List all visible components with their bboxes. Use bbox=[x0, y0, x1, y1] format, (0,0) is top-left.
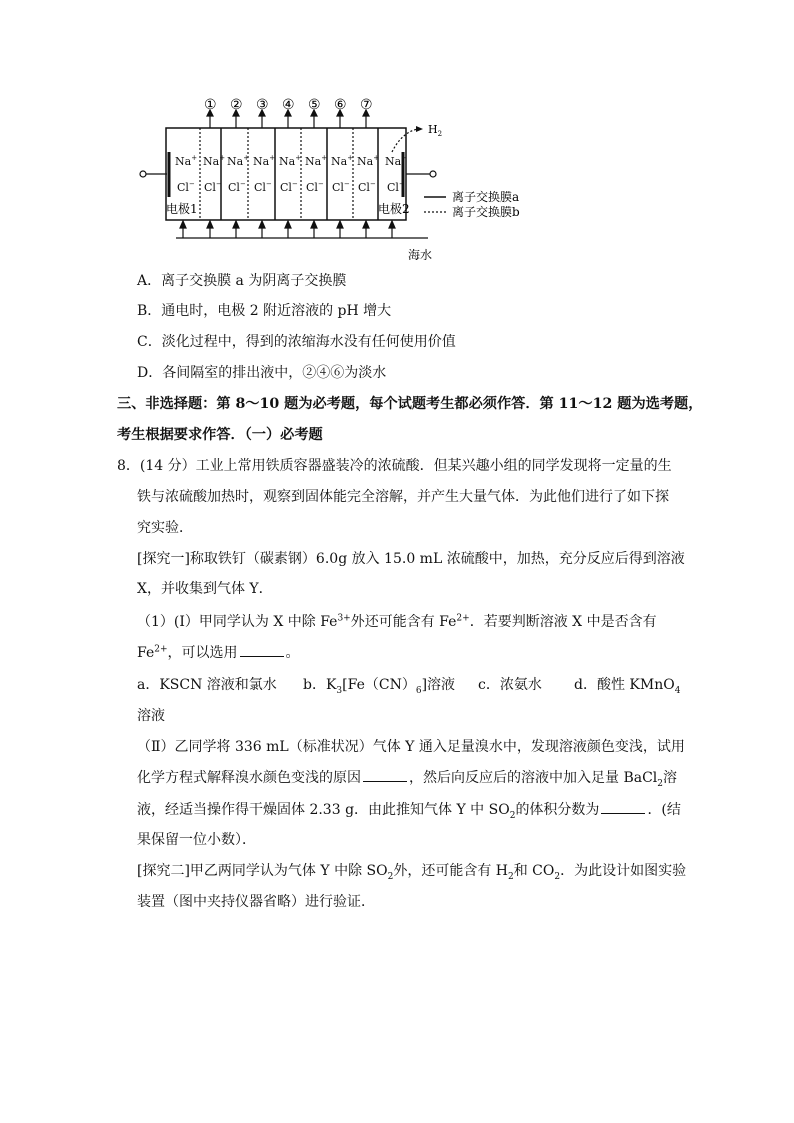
seawater-label: 海水 bbox=[408, 248, 433, 262]
legend-a: 离子交换膜a bbox=[452, 190, 520, 204]
q8-part2-line3: 液，经适当操作得干燥固体 2.33 g．由此推知气体 Y 中 $SO_2$的体积分数为 ．(结 bbox=[137, 802, 681, 821]
explore2-line1: [探究二]甲乙两同学认为气体 Y 中除 $SO_2$外，还可能含有 $H_2$和 $CO_2$．为此设计如图实验 bbox=[137, 863, 687, 882]
q8-part1-line2: $Fe^{2+}$，可以选用 。 bbox=[137, 644, 300, 661]
ion-na-9: Na+ bbox=[385, 154, 408, 168]
outlet-7: ⑦ bbox=[360, 97, 373, 113]
outlet-3: ③ bbox=[256, 97, 269, 113]
option-d: D．各间隔室的排出液中，②④⑥为淡水 bbox=[137, 365, 387, 381]
outlet-2: ② bbox=[230, 97, 243, 113]
reagent-option-b: b．$K_3[Fe(CN)_6]$溶液 bbox=[303, 677, 456, 696]
answer-blank-2[interactable] bbox=[363, 769, 407, 782]
q8-part1-line1: （1）(Ⅰ）甲同学认为 X 中除 $Fe^{3+}$外还可能含有 $Fe^{2+}$．若要判断溶液 X 中是否含有 bbox=[137, 613, 657, 630]
reagent-option-a: a．KSCN 溶液和氯水 bbox=[137, 677, 277, 693]
q8-intro-3: 究实验． bbox=[137, 520, 193, 536]
ion-cl-9: Cl− bbox=[387, 180, 405, 194]
q8-part2-line4: 果保留一位小数）． bbox=[137, 832, 256, 848]
ion-cl-8: Cl− bbox=[358, 180, 376, 194]
ion-na-7: Na+ bbox=[331, 154, 354, 168]
explore2-line2: 装置（图中夹持仪器省略）进行验证． bbox=[137, 894, 375, 910]
option-c: C．淡化过程中，得到的浓缩海水没有任何使用价值 bbox=[137, 334, 456, 350]
h2-arrow bbox=[392, 129, 418, 152]
section3-line2: 考生根据要求作答．（一）必考题 bbox=[117, 427, 323, 443]
ion-cl-7: Cl− bbox=[332, 180, 350, 194]
q8-part2-line1: （Ⅱ）乙同学将 336 mL（标准状况）气体 Y 通入足量溴水中，发现溶液颜色变浅，试用 bbox=[137, 739, 685, 755]
electrode-2-terminal bbox=[430, 171, 436, 177]
ion-na-3: Na+ bbox=[227, 154, 250, 168]
ion-cl-4: Cl− bbox=[254, 180, 272, 194]
ion-na-1: Na+ bbox=[175, 154, 198, 168]
answer-blank-3[interactable] bbox=[601, 801, 645, 814]
outlet-5: ⑤ bbox=[308, 97, 321, 113]
electrode-2-label: 电极2 bbox=[378, 202, 410, 216]
ion-na-4: Na+ bbox=[253, 154, 276, 168]
legend-b: 离子交换膜b bbox=[452, 205, 520, 219]
answer-blank-1[interactable] bbox=[240, 644, 284, 657]
electrode-1-terminal bbox=[140, 171, 146, 177]
outlet-6: ⑥ bbox=[334, 97, 347, 113]
electrodialysis-diagram bbox=[0, 0, 794, 270]
ion-na-2: Na+ bbox=[203, 154, 226, 168]
ion-cl-3: Cl− bbox=[228, 180, 246, 194]
ion-na-5: Na+ bbox=[279, 154, 302, 168]
explore1-line2: X，并收集到气体 Y． bbox=[137, 581, 273, 597]
ion-cl-2: Cl− bbox=[204, 180, 222, 194]
ion-cl-5: Cl− bbox=[280, 180, 298, 194]
option-b: B．通电时，电极 2 附近溶液的 pH 增大 bbox=[137, 303, 392, 319]
cell-box bbox=[166, 128, 406, 220]
reagent-option-d-cont: 溶液 bbox=[137, 708, 165, 724]
h2-label: $H_2$ bbox=[428, 123, 443, 138]
outlet-4: ④ bbox=[282, 97, 295, 113]
option-a: A．离子交换膜 a 为阴离子交换膜 bbox=[137, 273, 347, 289]
q8-part2-line2: 化学方程式解释溴水颜色变浅的原因 ，然后向反应后的溶液中加入足量 BaCl$_2$溶 bbox=[137, 770, 678, 789]
reagent-option-c: c．浓氨水 bbox=[478, 677, 542, 693]
section3-line1: 三、非选择题：第 8～10 题为必考题，每个试题考生都必须作答．第 11～12 题为选考题， bbox=[117, 396, 703, 412]
electrode-1-label: 电极1 bbox=[166, 202, 198, 216]
q8-intro-2: 铁与浓硫酸加热时，观察到固体能完全溶解，并产生大量气体．为此他们进行了如下探 bbox=[137, 489, 669, 505]
ion-cl-6: Cl− bbox=[306, 180, 324, 194]
ion-na-6: Na+ bbox=[305, 154, 328, 168]
ion-na-8: Na+ bbox=[357, 154, 380, 168]
ion-cl-1: Cl− bbox=[177, 180, 195, 194]
outlet-1: ① bbox=[204, 97, 217, 113]
explore1-line1: [探究一]称取铁钉（碳素钢）6.0g 放入 15.0 mL 浓硫酸中，加热，充分反应后得到溶液 bbox=[137, 551, 685, 567]
q8-intro-1: 8．(14 分）工业上常用铁质容器盛装冷的浓硫酸．但某兴趣小组的同学发现将一定量的生 bbox=[117, 458, 672, 474]
reagent-option-d: d．酸性 KMnO$_4$ bbox=[574, 677, 681, 696]
